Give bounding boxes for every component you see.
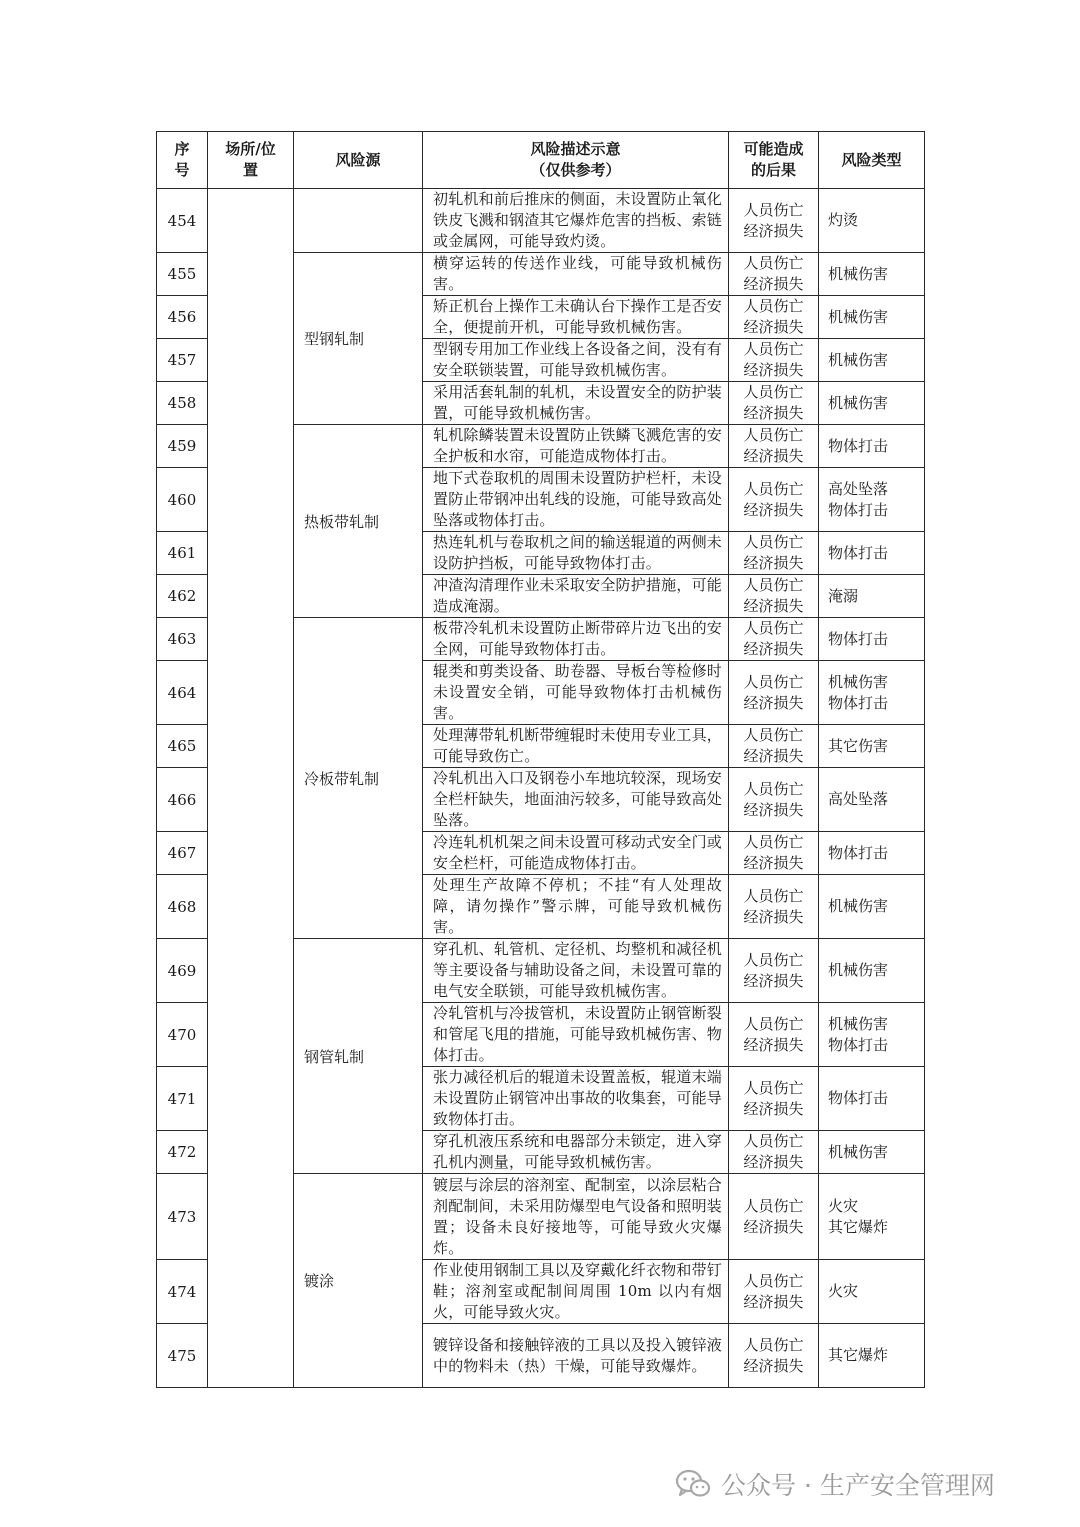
consequence-item: 人员伤亡 bbox=[743, 1196, 804, 1215]
consequence-item: 人员伤亡 bbox=[743, 726, 804, 744]
row-number: 468 bbox=[157, 875, 208, 939]
consequence-item: 经济损失 bbox=[743, 907, 804, 926]
risk-type-cell bbox=[819, 339, 925, 382]
risk-type-item: 其它伤害 bbox=[828, 736, 889, 755]
risk-type-item: 机械伤害 bbox=[828, 264, 889, 283]
row-number: 461 bbox=[157, 532, 208, 575]
risk-type-cell bbox=[819, 253, 925, 296]
consequence-cell bbox=[729, 382, 819, 425]
risk-type-item: 物体打击 bbox=[828, 693, 889, 712]
risk-type-item: 机械伤害 bbox=[828, 350, 889, 369]
risk-type-cell bbox=[819, 939, 925, 1003]
table-header-row bbox=[157, 132, 925, 189]
row-number: 454 bbox=[157, 189, 208, 253]
consequence-cell bbox=[729, 296, 819, 339]
consequence-item: 经济损失 bbox=[743, 1035, 804, 1054]
consequence-item: 经济损失 bbox=[743, 1292, 804, 1311]
risk-description: 冲渣沟清理作业未采取安全防护措施，可能造成淹溺。 bbox=[423, 575, 729, 618]
consequence-item: 人员伤亡 bbox=[743, 1014, 804, 1033]
risk-description: 张力减径机后的辊道未设置盖板，辊道末端未设置防止钢管冲出事故的收集套，可能导致物体打击。 bbox=[423, 1067, 729, 1131]
risk-description: 横穿运转的传送作业线，可能导致机械伤害。 bbox=[423, 253, 729, 296]
row-number: 463 bbox=[157, 618, 208, 661]
consequence-item: 人员伤亡 bbox=[743, 297, 804, 315]
table-body bbox=[157, 189, 925, 1388]
risk-source-cell: 冷板带轧制 bbox=[294, 618, 423, 939]
risk-type-item: 淹溺 bbox=[828, 586, 859, 605]
risk-description: 镀锌设备和接触锌液的工具以及投入镀锌液中的物料未（热）干燥，可能导致爆炸。 bbox=[423, 1324, 729, 1388]
consequence-item: 人员伤亡 bbox=[743, 672, 804, 691]
row-number: 464 bbox=[157, 661, 208, 725]
consequence-item: 经济损失 bbox=[743, 854, 804, 872]
risk-description: 镀层与涂层的溶剂室、配制室，以涂层粘合剂配制间，未采用防爆型电气设备和照明装置；设备未良好接地等，可能导致火灾爆炸。 bbox=[423, 1174, 729, 1260]
risk-description: 冷轧机出入口及钢卷小车地坑较深，现场安全栏杆缺失，地面油污较多，可能导致高处坠落。 bbox=[423, 768, 729, 832]
consequence-item: 人员伤亡 bbox=[743, 426, 804, 444]
risk-type-item: 物体打击 bbox=[828, 1035, 889, 1054]
risk-description: 冷轧管机与冷拔管机，未设置防止钢管断裂和管尾飞甩的措施，可能导致机械伤害、物体打击。 bbox=[423, 1003, 729, 1067]
risk-type-item: 物体打击 bbox=[828, 1089, 889, 1107]
risk-type-item: 其它爆炸 bbox=[828, 1217, 889, 1236]
risk-type-item: 机械伤害 bbox=[828, 961, 889, 979]
row-number: 474 bbox=[157, 1260, 208, 1324]
risk-description: 初轧机和前后推床的侧面，未设置防止氧化铁皮飞溅和钢渣其它爆炸危害的挡板、索链或金属网，可能导致灼烫。 bbox=[423, 189, 729, 253]
consequence-item: 经济损失 bbox=[743, 640, 804, 658]
consequence-cell bbox=[729, 1260, 819, 1324]
risk-source-cell: 钢管轧制 bbox=[294, 939, 423, 1174]
row-number: 469 bbox=[157, 939, 208, 1003]
row-number: 457 bbox=[157, 339, 208, 382]
header-no: 序 号 bbox=[157, 132, 208, 189]
consequence-item: 经济损失 bbox=[743, 404, 804, 422]
consequence-item: 人员伤亡 bbox=[743, 1271, 804, 1290]
risk-description: 穿孔机液压系统和电器部分未锁定，进入穿孔机内测量，可能导致机械伤害。 bbox=[423, 1131, 729, 1174]
risk-description: 作业使用钢制工具以及穿戴化纤衣物和带钉鞋；溶剂室或配制间周围 10m 以内有烟火，可能导致火灾。 bbox=[423, 1260, 729, 1324]
row-number: 456 bbox=[157, 296, 208, 339]
risk-type-item: 机械伤害 bbox=[828, 393, 889, 412]
risk-description: 型钢专用加工作业线上各设备之间，没有有安全联锁装置，可能导致机械伤害。 bbox=[423, 339, 729, 382]
consequence-item: 经济损失 bbox=[743, 554, 804, 572]
footer-text: 公众号 · 生产安全管理网 bbox=[721, 1471, 995, 1500]
consequence-item: 人员伤亡 bbox=[743, 576, 804, 594]
consequence-cell bbox=[729, 875, 819, 939]
consequence-item: 人员伤亡 bbox=[743, 1132, 804, 1150]
risk-description: 矫正机台上操作工未确认台下操作工是否安全，便提前开机，可能导致机械伤害。 bbox=[423, 296, 729, 339]
risk-type-item: 机械伤害 bbox=[828, 307, 889, 326]
risk-description: 地下式卷取机的周围未设置防护栏杆，未设置防止带钢冲出轧线的设施，可能导致高处坠落或物体打击。 bbox=[423, 468, 729, 532]
risk-description: 板带冷轧机未设置防止断带碎片边飞出的安全网，可能导致物体打击。 bbox=[423, 618, 729, 661]
consequence-item: 经济损失 bbox=[743, 221, 804, 240]
risk-type-item: 火灾 bbox=[828, 1282, 859, 1300]
risk-description: 轧机除鳞装置未设置防止铁鳞飞溅危害的安全护板和水帘，可能造成物体打击。 bbox=[423, 425, 729, 468]
row-number: 465 bbox=[157, 725, 208, 768]
risk-description: 热连轧机与卷取机之间的输送辊道的两侧未设防护挡板，可能导致物体打击。 bbox=[423, 532, 729, 575]
consequence-item: 人员伤亡 bbox=[743, 340, 804, 358]
consequence-item: 人员伤亡 bbox=[743, 254, 804, 272]
risk-description: 辊类和剪类设备、助卷器、导板台等检修时未设置安全销，可能导致物体打击机械伤害。 bbox=[423, 661, 729, 725]
consequence-item: 经济损失 bbox=[743, 447, 804, 465]
risk-type-cell bbox=[819, 382, 925, 425]
risk-type-cell bbox=[819, 532, 925, 575]
wechat-icon bbox=[675, 1468, 711, 1500]
consequence-cell bbox=[729, 189, 819, 253]
risk-description: 处理薄带轧机断带缠辊时未使用专业工具，可能导致伤亡。 bbox=[423, 725, 729, 768]
consequence-cell bbox=[729, 468, 819, 532]
consequence-cell bbox=[729, 575, 819, 618]
footer-watermark bbox=[675, 1462, 1055, 1506]
risk-type-cell bbox=[819, 618, 925, 661]
risk-type-item: 机械伤害 bbox=[828, 897, 889, 915]
risk-type-cell bbox=[819, 1003, 925, 1067]
risk-source-cell: 镀涂 bbox=[294, 1174, 423, 1388]
consequence-item: 经济损失 bbox=[743, 800, 804, 819]
risk-type-item: 火灾 bbox=[828, 1196, 859, 1215]
risk-type-item: 物体打击 bbox=[828, 436, 889, 455]
consequence-item: 人员伤亡 bbox=[743, 479, 804, 498]
risk-type-cell bbox=[819, 768, 925, 832]
risk-type-item: 机械伤害 bbox=[828, 1014, 889, 1033]
row-number: 472 bbox=[157, 1131, 208, 1174]
consequence-item: 人员伤亡 bbox=[743, 950, 804, 969]
row-number: 467 bbox=[157, 832, 208, 875]
row-number: 475 bbox=[157, 1324, 208, 1388]
risk-type-cell bbox=[819, 661, 925, 725]
header-consequence: 可能造成 的后果 bbox=[729, 132, 819, 189]
consequence-item: 人员伤亡 bbox=[743, 619, 804, 637]
risk-type-cell bbox=[819, 1067, 925, 1131]
risk-type-cell bbox=[819, 296, 925, 339]
consequence-cell bbox=[729, 1174, 819, 1260]
location-cell bbox=[208, 189, 294, 1388]
consequence-item: 经济损失 bbox=[743, 597, 804, 615]
risk-type-item: 物体打击 bbox=[828, 629, 889, 648]
header-location: 场所/位 置 bbox=[208, 132, 294, 189]
risk-type-cell bbox=[819, 832, 925, 875]
consequence-item: 人员伤亡 bbox=[743, 886, 804, 905]
consequence-item: 经济损失 bbox=[743, 1217, 804, 1236]
consequence-cell bbox=[729, 725, 819, 768]
header-type: 风险类型 bbox=[819, 132, 925, 189]
row-number: 458 bbox=[157, 382, 208, 425]
consequence-item: 人员伤亡 bbox=[743, 1078, 804, 1097]
row-number: 471 bbox=[157, 1067, 208, 1131]
consequence-cell bbox=[729, 1003, 819, 1067]
risk-description: 处理生产故障不停机；不挂“有人处理故障，请勿操作”警示牌，可能导致机械伤害。 bbox=[423, 875, 729, 939]
risk-type-cell bbox=[819, 1324, 925, 1388]
risk-type-cell bbox=[819, 1131, 925, 1174]
consequence-item: 经济损失 bbox=[743, 318, 804, 336]
consequence-cell bbox=[729, 1067, 819, 1131]
consequence-cell bbox=[729, 618, 819, 661]
header-description: 风险描述示意 （仅供参考） bbox=[423, 132, 729, 189]
risk-type-item: 灼烫 bbox=[828, 211, 859, 229]
row-number: 466 bbox=[157, 768, 208, 832]
consequence-cell bbox=[729, 253, 819, 296]
consequence-cell bbox=[729, 661, 819, 725]
consequence-cell bbox=[729, 1131, 819, 1174]
consequence-cell bbox=[729, 832, 819, 875]
risk-type-item: 物体打击 bbox=[828, 500, 889, 519]
consequence-item: 经济损失 bbox=[743, 275, 804, 293]
consequence-cell bbox=[729, 768, 819, 832]
header-source: 风险源 bbox=[294, 132, 423, 189]
consequence-item: 经济损失 bbox=[743, 500, 804, 519]
risk-type-cell bbox=[819, 575, 925, 618]
row-number: 459 bbox=[157, 425, 208, 468]
consequence-item: 人员伤亡 bbox=[743, 779, 804, 798]
consequence-item: 人员伤亡 bbox=[743, 533, 804, 551]
risk-type-cell bbox=[819, 425, 925, 468]
consequence-item: 经济损失 bbox=[743, 1356, 804, 1375]
risk-type-item: 机械伤害 bbox=[828, 1142, 889, 1161]
consequence-cell bbox=[729, 532, 819, 575]
consequence-cell bbox=[729, 939, 819, 1003]
consequence-cell bbox=[729, 339, 819, 382]
row-number: 460 bbox=[157, 468, 208, 532]
consequence-item: 经济损失 bbox=[743, 361, 804, 379]
risk-type-cell bbox=[819, 875, 925, 939]
consequence-item: 经济损失 bbox=[743, 747, 804, 765]
consequence-item: 经济损失 bbox=[743, 971, 804, 990]
consequence-item: 人员伤亡 bbox=[743, 200, 804, 219]
risk-source-cell bbox=[294, 189, 423, 253]
consequence-item: 经济损失 bbox=[743, 693, 804, 712]
risk-type-item: 高处坠落 bbox=[828, 790, 889, 808]
table-row bbox=[157, 189, 925, 253]
risk-source-cell: 型钢轧制 bbox=[294, 253, 423, 425]
risk-table bbox=[156, 131, 925, 1388]
row-number: 455 bbox=[157, 253, 208, 296]
risk-type-cell bbox=[819, 1260, 925, 1324]
row-number: 470 bbox=[157, 1003, 208, 1067]
risk-description: 采用活套轧制的轧机，未设置安全的防护装置，可能导致机械伤害。 bbox=[423, 382, 729, 425]
row-number: 473 bbox=[157, 1174, 208, 1260]
risk-source-cell: 热板带轧制 bbox=[294, 425, 423, 618]
consequence-item: 经济损失 bbox=[743, 1153, 804, 1171]
risk-type-cell bbox=[819, 468, 925, 532]
row-number: 462 bbox=[157, 575, 208, 618]
risk-type-cell bbox=[819, 1174, 925, 1260]
risk-type-cell bbox=[819, 725, 925, 768]
risk-type-cell bbox=[819, 189, 925, 253]
risk-description: 穿孔机、轧管机、定径机、均整机和减径机等主要设备与辅助设备之间，未设置可靠的电气安全联锁，可能导致机械伤害。 bbox=[423, 939, 729, 1003]
consequence-cell bbox=[729, 425, 819, 468]
consequence-item: 人员伤亡 bbox=[743, 383, 804, 401]
consequence-cell bbox=[729, 1324, 819, 1388]
risk-type-item: 高处坠落 bbox=[828, 479, 889, 498]
consequence-item: 人员伤亡 bbox=[743, 833, 804, 851]
consequence-item: 人员伤亡 bbox=[743, 1335, 804, 1354]
risk-type-item: 其它爆炸 bbox=[828, 1346, 889, 1364]
risk-description: 冷连轧机机架之间未设置可移动式安全门或安全栏杆，可能造成物体打击。 bbox=[423, 832, 729, 875]
risk-type-item: 机械伤害 bbox=[828, 672, 889, 691]
consequence-item: 经济损失 bbox=[743, 1099, 804, 1118]
risk-type-item: 物体打击 bbox=[828, 543, 889, 562]
risk-type-item: 物体打击 bbox=[828, 843, 889, 862]
